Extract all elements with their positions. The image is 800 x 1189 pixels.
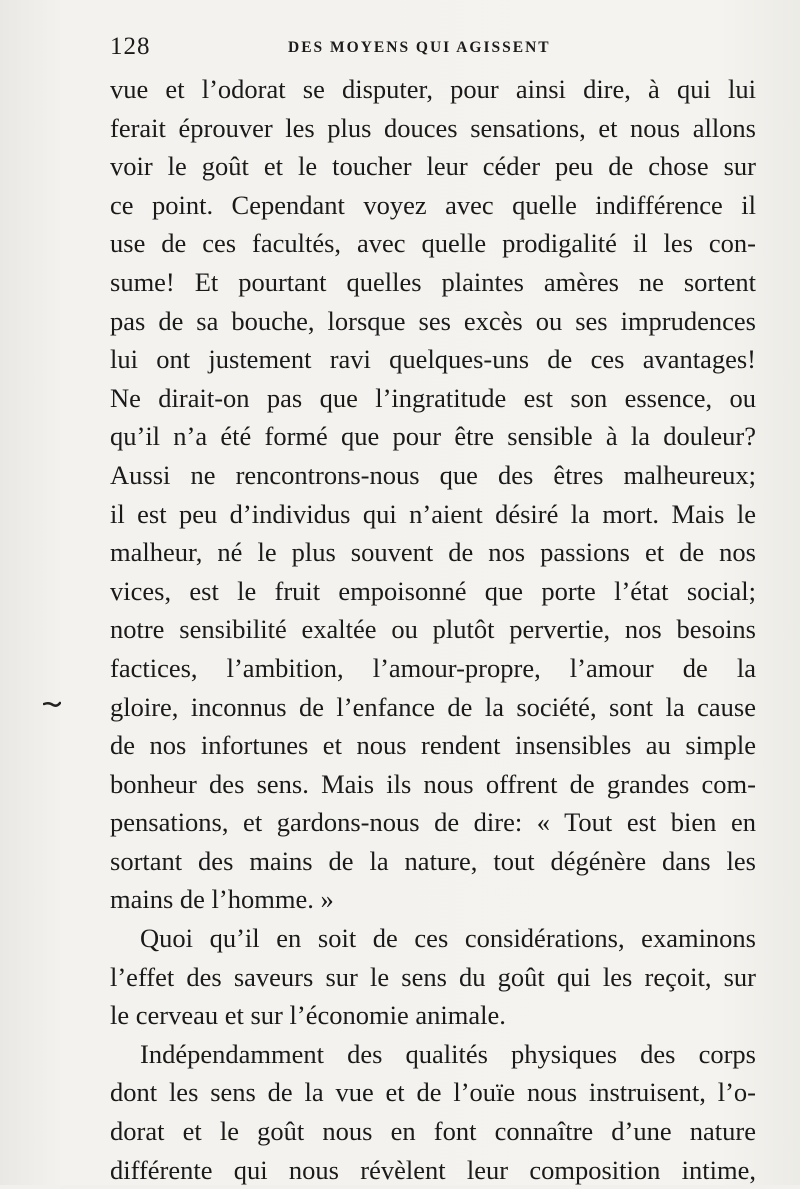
paragraph [110,1035,756,1189]
text-line: Indépendamment des qualités physiques des corps [140,1038,756,1069]
page-header [110,33,760,63]
text-line: malheur, né le plus souvent de nos passions et de nos [110,537,756,568]
text-line: qu’il n’a été formé que pour être sensible à la douleur? [110,421,756,452]
text-line: use de ces facultés, avec quelle prodigalité il les con- [110,228,756,259]
text-line: ferait éprouver les plus douces sensations, et nous allons [110,112,756,143]
paragraph [110,919,756,1035]
text-line: pas de sa bouche, lorsque ses excès ou ses imprudences [110,305,756,336]
text-line: bonheur des sens. Mais ils nous offrent de grandes com- [110,768,756,799]
text-line: Quoi qu’il en soit de ces considérations, examinons [140,923,756,954]
text-line: l’effet des saveurs sur le sens du goût qui les reçoit, sur [110,961,756,992]
page-number: 128 [110,33,151,60]
text-line: vue et l’odorat se disputer, pour ainsi dire, à qui lui [110,74,756,104]
text-line: Ne dirait-on pas que l’ingratitude est son essence, ou [110,382,756,413]
text-line: dorat et le goût nous en font connaître d’une nature [110,1116,756,1147]
text-line: différente qui nous révèlent leur composition intime, [110,1154,756,1185]
text-line: le cerveau et sur l’économie animale. [110,1000,506,1031]
ink-mark [43,700,61,708]
running-head: DES MOYENS QUI AGISSENT [288,39,551,56]
text-line: factices, l’ambition, l’amour-propre, l’amour de la [110,652,756,683]
text-line: de nos infortunes et nous rendent insensibles au simple [110,730,756,761]
paragraph [110,70,756,919]
body-text [110,70,756,1189]
text-line: dont les sens de la vue et de l’ouïe nous instruisent, l’o- [110,1077,756,1108]
text-line: lui ont justement ravi quelques-uns de ces avantages! [110,344,756,375]
text-line: voir le goût et le toucher leur céder peu de chose sur [110,151,756,182]
text-line: sortant des mains de la nature, tout dégénère dans les [110,845,756,876]
text-line: sume! Et pourtant quelles plaintes amères ne sortent [110,266,756,297]
text-line: ce point. Cependant voyez avec quelle indifférence il [110,189,756,220]
text-line: gloire, inconnus de l’enfance de la société, sont la cause [110,691,756,722]
text-line: Aussi ne rencontrons-nous que des êtres malheureux; [110,459,756,490]
text-line: vices, est le fruit empoisonné que porte l’état social; [110,575,756,606]
text-line: mains de l’homme. » [110,884,334,915]
text-line: notre sensibilité exaltée ou plutôt pervertie, nos besoins [110,614,756,645]
text-line: pensations, et gardons-nous de dire: « Tout est bien en [110,807,756,838]
text-line: il est peu d’individus qui n’aient désiré la mort. Mais le [110,498,756,529]
